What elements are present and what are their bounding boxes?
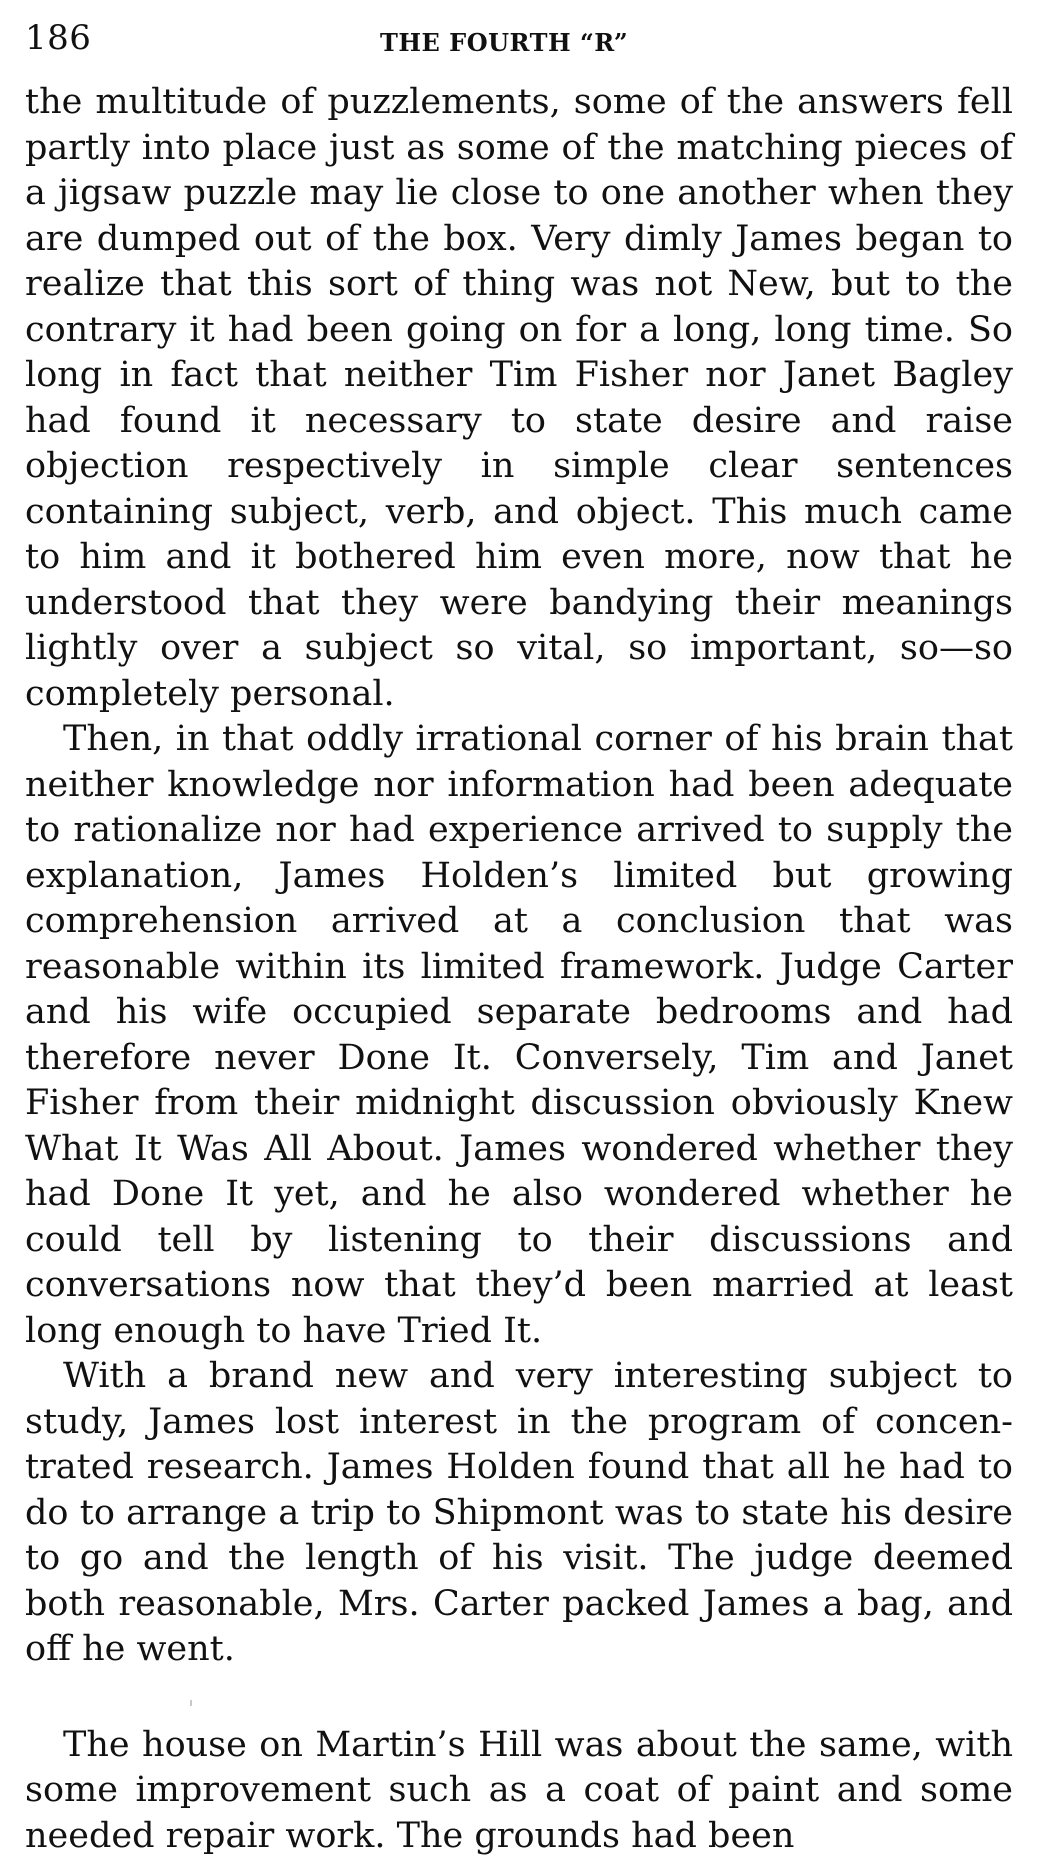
body-text (25, 80, 1013, 1859)
running-head: THE FOURTH “R” (380, 28, 628, 57)
page-number: 186 (25, 18, 91, 58)
paragraph-3: With a brand new and very interesting subject to study, James lost interest in the program of concentrated research. James Holden found that all he had to do to arrange a trip to Shipmont was to state his desire to go and the length of his visit. The judge deemed both reasonable, Mrs. Carter packed James a bag, and off he went. (25, 1354, 1013, 1673)
paragraph-4: The house on Martin’s Hill was about the same, with some improvement such as a coat of paint and some needed repair work. The grounds had been (25, 1723, 1013, 1859)
scan-speck (190, 1700, 192, 1706)
section-break (25, 1673, 1013, 1723)
page-header (25, 18, 1013, 60)
paragraph-2: Then, in that oddly irrational corner of his brain that neither knowledge nor information had been adequate to rationalize nor had experience arrived to supply the explanation, James Holden’s limited but growing comprehension arrived at a conclusion that was reasonable within its limited framework. Judge Carter and his wife occupied separate bedrooms and had therefore never Done It. Conversely, Tim and Janet Fisher from their midnight discussion obviously Knew What It Was All About. James wondered whether they had Done It yet, and he also wondered whether he could tell by listening to their discussions and conversations now that they’d been married at least long enough to have Tried It. (25, 717, 1013, 1354)
paragraph-1: the multitude of puzzlements, some of the answers fell partly into place just as some of the matching pieces of a jigsaw puzzle may lie close to one another when they are dumped out of the box. Very dimly James began to realize that this sort of thing was not New, but to the contrary it had been going on for a long, long time. So long in fact that neither Tim Fisher nor Janet Bagley had found it necessary to state desire and raise objection respectively in simple clear sentences containing subject, verb, and object. This much came to him and it bothered him even more, now that he understood that they were bandying their meanings lightly over a subject so vital, so important, so—so completely personal. (25, 80, 1013, 717)
